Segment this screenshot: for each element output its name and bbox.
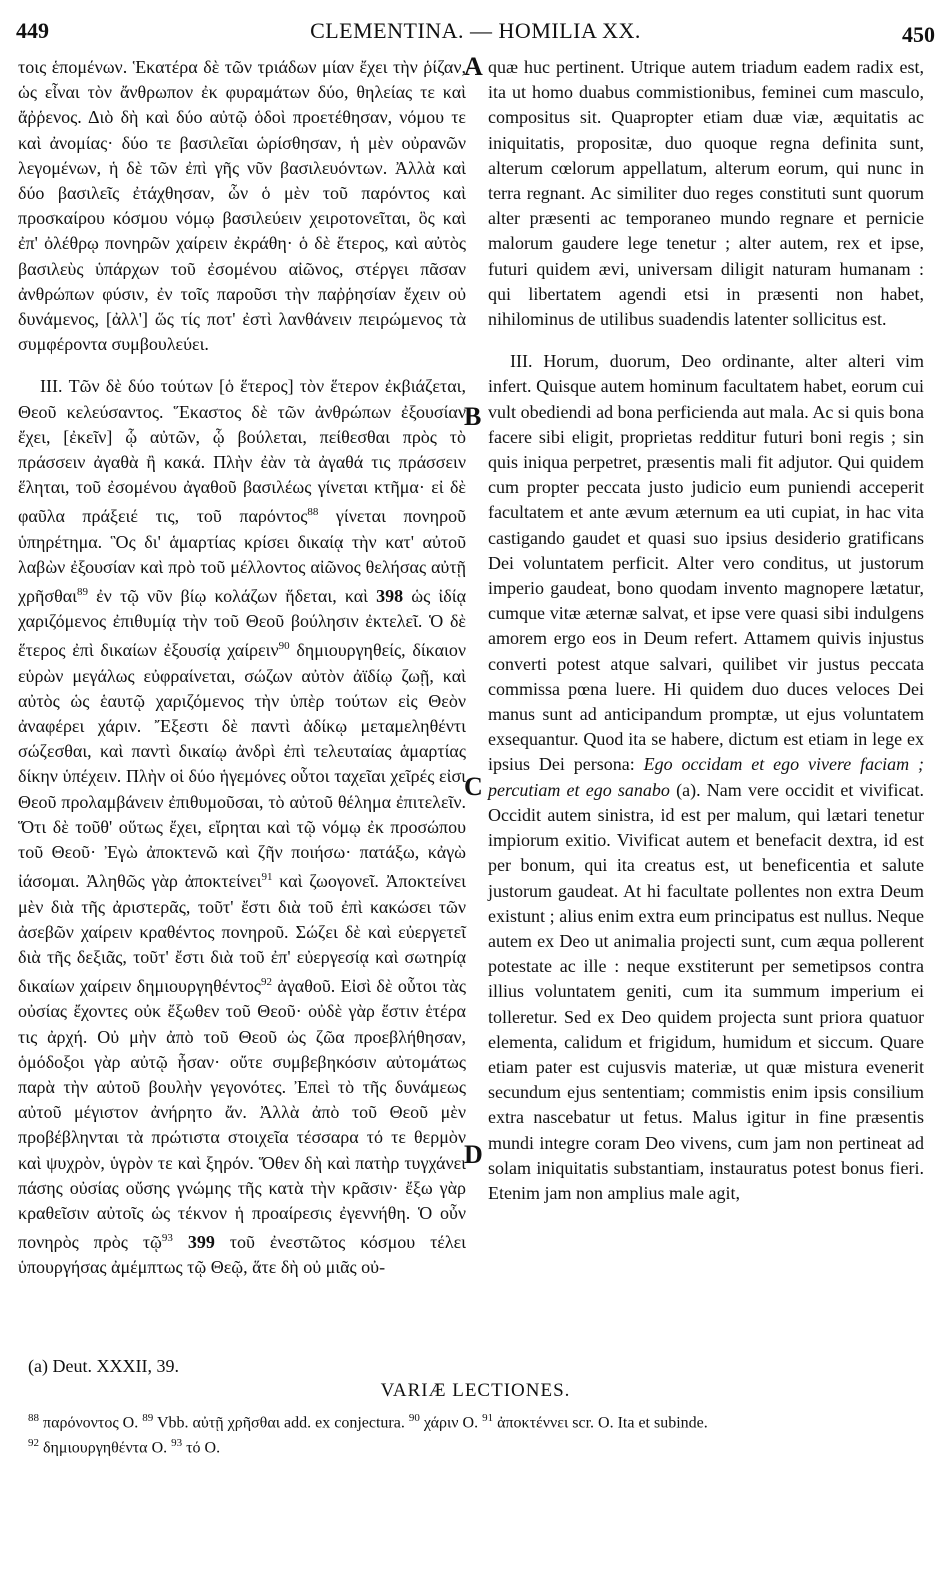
variant-text: Vbb. αὐτῇ χρῆσθαι add. ex conjectura. — [153, 1414, 409, 1432]
greek-column — [18, 55, 466, 1281]
page-number-right: 450 — [902, 22, 935, 47]
variant-num: 91 — [482, 1412, 494, 1424]
variant-text: παρόνοντος O. — [39, 1414, 143, 1432]
variant-num: 89 — [142, 1412, 154, 1424]
variant-num: 90 — [408, 1412, 420, 1424]
variant-ref: 92 — [261, 976, 272, 989]
variant-text: τό O. — [182, 1439, 221, 1457]
running-title: CLEMENTINA. — HOMILIA XX. — [310, 18, 641, 43]
greek-text: τοῦ ἐνεστῶτος κόσμου τέλει ὑπουργήσας ἀμέμπτως τῷ Θεῷ, ἅτε δὴ οὐ μιᾶς οὐ- — [18, 1232, 466, 1278]
page-header — [16, 14, 935, 48]
greek-text: καὶ ζωογονεῖ. Ἀποκτείνει μὲν διὰ τῆς ἀριστερᾶς, τοῦτ' ἔστι διὰ τοῦ ἐπὶ κακώσει τῶν ἀσεβῶν χαίρειν κραθέντος πονηροῦ. Σώζει δὲ καὶ εὐεργετεῖ διὰ τῆς δεξιᾶς, τοῦτ' ἔστι διὰ τοῦ ἐπ' εὐεργεσίᾳ καὶ σωτηρίᾳ δικαίων χαίρειν δημιουργηθέντος — [18, 871, 466, 997]
latin-paragraph-2 — [488, 349, 924, 1206]
variant-text: ἀποκτέννει scr. O. Ita et subinde. — [493, 1414, 708, 1432]
variant-num: 92 — [28, 1437, 39, 1450]
variant-line-2 — [28, 1433, 935, 1458]
latin-text: Nam vere occidit et vivificat. Occidit autem sinistra, id est per malum, qui lætari tenetur impiorum exitio. Vivificat autem et benefacit dextra, id est per bonum, qui ita creatus est, ut beneficentia et salute justorum gaudeat. At hi facultate pollentes non extra Deum existunt ; alius enim extra eum principatus est nullus. Neque autem ex Deo ut animalia projecti sunt, cum æqua pollerent potestate ac ille : neque exstiterunt per semetipsos contra illius voluntatem geniti, cum ita summum imperium ei tolleretur. Sed ex Deo quidem projecta sunt priora quatuor elementa, calidum et frigidum, humidum et siccum. Quare etiam pater est cujusvis materiæ, ut quæ mistura evenerit secundum ejus sententiam; commistis enim ipsis consilium extra nascebatur ut fetus. Malus igitur in fine præsentis mundi integre coram Deo vivens, cum jam non pertineat ad solam iniquitatis substantiam, instauratus potest bonus fieri. Etenim jam non amplius male agit, — [488, 779, 924, 1203]
section-marker-a: A — [464, 52, 483, 81]
section-marker-c: C — [464, 772, 483, 801]
variant-ref: 90 — [278, 640, 290, 653]
section-marker-d: D — [464, 1140, 483, 1169]
greek-text: δημιουργηθείς, δίκαιον εὑρὼν μεγάλως εὐφραίνεται, σώζων αὐτὸν ἀϊδίῳ ζωῇ, καὶ αὐτὸς ὡς ἑαυτῷ χαριζόμενος τὴν ὑπὲρ τούτων εἰς Θεὸν ἀναφέρει χάριν. Ἔξεστι δὲ παντὶ ἀδίκῳ μεταμεληθέντι σώζεσθαι, καὶ παντὶ δικαίῳ ἀνδρὶ ἐπὶ τελευταίας ἁμαρτίας δίκην ὑπέχειν. Πλὴν οἱ δύο ἡγεμόνες οὗτοι ταχεῖαι χεῖρές εἰσι Θεοῦ προλαμβάνειν ἐπιθυμοῦσαι, τὸ αὐτοῦ θέλημα ἐπιτελεῖν. Ὅτι δὲ τοῦθ' οὕτως ἔχει, εἴρηται καὶ τῷ νόμῳ ἐκ προσώπου τοῦ Θεοῦ· Ἐγὼ ἀποκτενῶ καὶ ζῆν ποιήσω· πατάξω, κἀγὼ ἰάσομαι. Ἀληθῶς γὰρ ἀποκτείνει — [18, 640, 466, 892]
variae-lectiones — [28, 1408, 935, 1459]
latin-text: III. Horum, duorum, Deo ordinante, alter alteri vim infert. Quisque autem hominum facultatem habet, eorum cui vult obediendi ad bona perficienda aut mala. Ac si quis bona facere sibi eligit, proprietas redditur futuri boni regis ; sin quis iniqua perpetret, præsentis mali fit adjutor. Qui quidem cum propter peccata justo judicio eum puniendi acceperit facultatem et ante ævum æternum ea uti cupiat, in hac vita castigando gaudet et quasi suo ipsius desiderio gratificans Dei voluntatem perficit. Alter vero conditus, ut justorum imperio gaudeat, bono quodam invento magnopere lætatur, cumque vitæ æternæ salvat, et ipse vere quasi sibi indulgens amorem ergo eos in Deum refert. Attamem quivis injustus converti potest atque salvari, quilibet vir justus peccata commissa pœna luere. Hi quidem duo duces veloces Dei manus sunt ad anticipandum promptæ, ut ejus voluntatem exsequantur. Quod ita se habere, dictum est etiam in lege ex ipsius Dei persona: — [488, 351, 924, 775]
quote-reference: (a). — [669, 779, 701, 800]
footnote: (a) Deut. XXXII, 39. — [28, 1356, 179, 1376]
column-number: 398 — [376, 586, 404, 607]
variant-ref: 89 — [76, 586, 88, 599]
greek-text: ἀγαθοῦ. Εἰσὶ δὲ οὗτοι τὰς οὐσίας ἔχοντες οὐκ ἔξωθεν τοῦ Θεοῦ· οὐδὲ γὰρ ἔστιν ἑτέρα τις ἀρχή. Οὐ μὴν ἀπὸ τοῦ Θεοῦ ὡς ζῶα προεβλήθησαν, ὁμόδοξοι γὰρ αὐτῷ ἦσαν· οὔτε συμβεβηκόσιν αὐτομάτως παρὰ τὴν αὐτοῦ βουλὴν γεγονότες. Ἐπεὶ τὸ τῆς δυνάμεως αὐτοῦ μέγιστον ἀνήρητο ἄν. Ἀλλὰ ἀπὸ τοῦ Θεοῦ μὲν προβέβληνται τὰ πρώτιστα στοιχεῖα τέσσαρα τό τε θερμὸν καὶ ψυχρὸν, ὑγρὸν τε καὶ ξηρόν. Ὅθεν δὴ καὶ πατὴρ τυγχάνει πάσης οὐσίας οὔσης γνώμης τῆς κατὰ τὴν κρᾶσιν· ἔξω γὰρ κραθεῖσιν αὐτοῖς ὡς τέκνον ἡ προαίρεσις ἐγεννήθη. Ὁ οὖν πονηρὸς πρὸς τῷ — [18, 976, 466, 1253]
latin-column — [488, 55, 924, 1206]
page-number-left: 449 — [16, 18, 49, 43]
variant-num: 93 — [171, 1437, 183, 1450]
greek-text: ἐν τῷ νῦν βίῳ κολάζων ἥδεται, καὶ — [87, 586, 377, 607]
variant-num: 88 — [28, 1412, 39, 1424]
greek-text: III. Τῶν δὲ δύο τούτων [ὁ ἕτερος] τὸν ἕτερον ἐκβιάζεται, Θεοῦ κελεύσαντος. Ἕκαστος δὲ τῶν ἀνθρώπων ἐξουσίαν ἔχει, [ἐκεῖν] ᾧ αὐτῶν, ᾧ βούλεται, πείθεσθαι πρὸς τὸ πράσσειν ἀγαθὰ ἢ κακά. Πλὴν ἐὰν τὰ ἀγαθά τις πράσσειν ἕληται, τοῦ ἐσομένου ἀγαθοῦ βασιλέως γίνεται κτῆμα· εἰ δὲ φαῦλα πράξειέ τις, τοῦ παρόντος — [18, 376, 466, 527]
latin-paragraph-1: quæ huc pertinent. Utrique autem triadum eadem radix est, ita ut homo duabus commistionibus, feminei cum masculo, compositus sit. Quapropter etiam duæ viæ, æquitatis ac iniquitatis, propositæ, duo quoque regna definita sunt, alterum cœlorum appellatum, alterum eorum, qui nunc in terra regnant. Ac similiter duo reges constituti sunt quorum alter præsenti ac temporaneo mundo regnare et pernicie malorum gaudere lege tenetur ; alter autem, rex et ipse, futuri quidem ævi, universam diligit naturam humanam : qui libertatem agendi etsi in præsenti non habet, nihilominus de utilibus suadendis latenter sollicitus est. — [488, 57, 924, 330]
column-number: 399 — [187, 1232, 215, 1253]
variant-ref: 88 — [307, 506, 319, 519]
variant-text: δημιουργηθέντα O. — [39, 1439, 172, 1457]
scripture-quote: Ego occidam et ego vivere faciam ; percutiam et ego sanabo — [488, 754, 924, 800]
greek-text: ὡς ἰδίᾳ χαριζόμενος ἐπιθυμίᾳ τὴν τοῦ Θεοῦ βούλησιν ἐκτελεῖ. Ὁ δὲ ἕτερος ἐπὶ δικαίων ἐξουσίᾳ χαίρειν — [18, 586, 466, 661]
variae-lectiones-title: VARIÆ LECTIONES. — [380, 1380, 571, 1401]
greek-paragraph-1: τοις ἑπομένων. Ἑκατέρα δὲ τῶν τριάδων μίαν ἔχει τὴν ῥίζαν, ὡς εἶναι τὸν ἄνθρωπον ἐκ φυραμάτων δύο, θηλείας τε καὶ ἄῤῥενος. Διὸ δὴ καὶ δύο αὐτῷ ὁδοὶ προετέθησαν, νόμου τε καὶ ἀνομίας· δύο τε βασιλεῖαι ὡρίσθησαν, ἡ μὲν οὐρανῶν λεγομένων, ἡ δὲ τῶν ἐπὶ γῆς νῦν βασιλευόντων. Ἀλλὰ καὶ δύο βασιλεῖς ἐτάχθησαν, ὧν ὁ μὲν τοῦ παρόντος καὶ προσκαίρου κόσμου νόμῳ βασιλεύειν χειροτονεῖται, ὃς καὶ ἐπ' ὀλέθρῳ πονηρῶν χαίρειν ἐκράθη· ὁ δὲ ἕτερος, καὶ αὐτὸς βασιλεὺς ὑπάρχων τοῦ ἐσομένου αἰῶνος, στέργει πᾶσαν ἀνθρώπων φύσιν, ἐν τοῖς παροῦσι τὴν παῤῥησίαν ἔχειν οὐ δυνάμενος, [ἀλλ'] ὥς τίς ποτ' ἐστὶ λανθάνειν πειρώμενος τὰ συμφέροντα συμβουλεύει. — [18, 57, 466, 355]
variant-ref: 91 — [261, 871, 273, 884]
greek-paragraph-2 — [18, 374, 466, 1280]
greek-text: γίνεται πονηροῦ ὑπηρέτημα. Ὃς δι' ἁμαρτίας κρίσει δικαίᾳ τὴν κατ' αὐτοῦ λαβὼν ἐξουσίαν καὶ πρὸ τοῦ μέλλοντος αἰῶνος θελήσας αὐτῇ χρῆσθαι — [18, 506, 466, 607]
variant-ref: 93 — [161, 1232, 173, 1245]
section-marker-b: B — [464, 402, 482, 431]
variant-text: χάριν O. — [419, 1414, 483, 1432]
variant-line-1 — [28, 1408, 935, 1433]
